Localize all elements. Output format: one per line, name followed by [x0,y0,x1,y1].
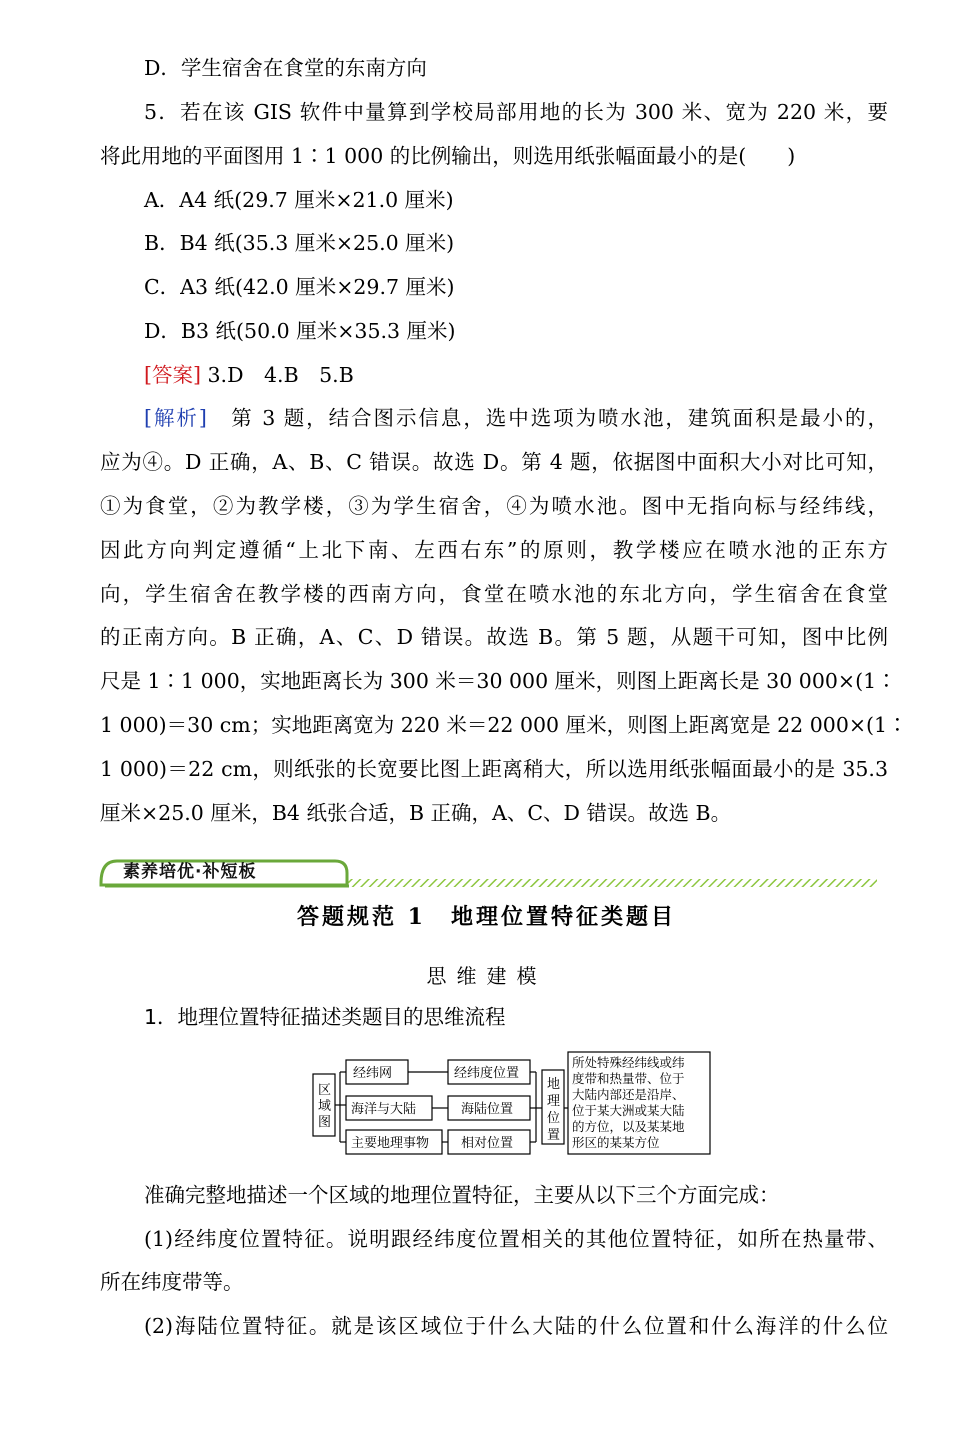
analysis-label: [解析] [144,406,207,430]
tail-line-3: 所在纬度带等。 [100,1270,244,1294]
geo-char-2: 位 [547,1111,561,1126]
region-char-1: 域 [318,1099,332,1114]
col2-label-0: 经纬度位置 [454,1066,520,1081]
option-a: A．A4 纸(29.7 厘米×21.0 厘米) [144,188,454,212]
question-5-line2: 将此用地的平面图用 1∶1 000 的比例输出，则选用纸张幅面最小的是( ) [100,144,796,168]
option-d-q3: D．学生宿舍在食堂的东南方向 [144,56,427,80]
analysis-line-5: 向，学生宿舍在教学楼的西南方向，食堂在喷水池的东北方向，学生宿舍在食堂 [100,582,888,606]
analysis-line-2: 应为④。D 正确，A、B、C 错误。故选 D。第 4 题，依据图中面积大小对比可知， [100,450,888,474]
desc-line-4: 的方位，以及某某地 [572,1119,685,1134]
col2-label-2: 相对位置 [461,1136,514,1151]
answer-label: [答案] [144,363,201,387]
col1-label-1: 海洋与大陆 [351,1102,417,1117]
analysis-text: 第 3 题，结合图示信息，选中选项为喷水池，建筑面积是最小的， [206,406,888,430]
col1-label-0: 经纬网 [353,1066,393,1081]
region-char-2: 图 [318,1115,332,1130]
analysis-line-1 [144,404,888,432]
banner-label: 素养培优·补短板 [123,862,257,882]
answer-text: 3.D 4.B 5.B [201,363,354,387]
tail-line-4: (2)海陆位置特征。就是该区域位于什么大陆的什么位置和什么海洋的什么位 [144,1314,888,1338]
option-d: D．B3 纸(50.0 厘米×35.3 厘米) [144,319,456,343]
analysis-line-3: ①为食堂，②为教学楼，③为学生宿舍，④为喷水池。图中无指向标与经纬线， [100,494,888,518]
desc-line-5: 形区的某某方位 [572,1135,660,1150]
desc-line-0: 所处特殊经纬线或纬 [572,1055,685,1070]
geo-char-3: 置 [547,1128,561,1143]
analysis-line-9: 1 000)＝22 cm，则纸张的长宽要比图上距离稍大，所以选用纸张幅面最小的是 35.3 [100,757,888,781]
tail-line-2: (1)经纬度位置特征。说明跟经纬度位置相关的其他位置特征，如所在热量带、 [144,1227,888,1251]
col2-label-1: 海陆位置 [461,1102,514,1117]
region-char-0: 区 [318,1083,332,1098]
question-5-line1: 5．若在该 GIS 软件中量算到学校局部用地的长为 300 米、宽为 220 米，要 [144,100,888,124]
flow-diagram [312,1050,712,1158]
col1-label-2: 主要地理事物 [351,1136,430,1151]
tail-line-1: 准确完整地描述一个区域的地理位置特征，主要从以下三个方面完成： [144,1183,780,1207]
option-c: C．A3 纸(42.0 厘米×29.7 厘米) [144,275,455,299]
analysis-line-6: 的正南方向。B 正确，A、C、D 错误。故选 B。第 5 题，从题干可知，图中比例 [100,625,888,649]
subtitle: 思维建模 [426,964,547,988]
section-banner [97,853,877,893]
page-title: 答题规范 1 地理位置特征类题目 [297,904,676,930]
desc-line-1: 度带和热量带、位于 [572,1071,685,1086]
answer-line [144,361,354,389]
desc-line-2: 大陆内部还是沿岸、 [572,1087,685,1102]
section-1-heading: 1．地理位置特征描述类题目的思维流程 [144,1005,506,1029]
geo-char-1: 理 [547,1094,561,1109]
geo-char-0: 地 [547,1077,561,1092]
analysis-line-7: 尺是 1∶1 000，实地距离长为 300 米＝30 000 厘米，则图上距离长是 30 000×(1∶ [100,669,897,693]
option-b: B．B4 纸(35.3 厘米×25.0 厘米) [144,231,455,255]
analysis-line-4: 因此方向判定遵循“上北下南、左西右东”的原则，教学楼应在喷水池的正东方 [100,538,888,562]
analysis-line-10: 厘米×25.0 厘米，B4 纸张合适，B 正确，A、C、D 错误。故选 B。 [100,801,732,825]
analysis-line-8: 1 000)＝30 cm；实地距离宽为 220 米＝22 000 厘米，则图上距离宽是 22 000×(1∶ [100,713,908,737]
desc-line-3: 位于某大洲或某大陆 [572,1103,685,1118]
